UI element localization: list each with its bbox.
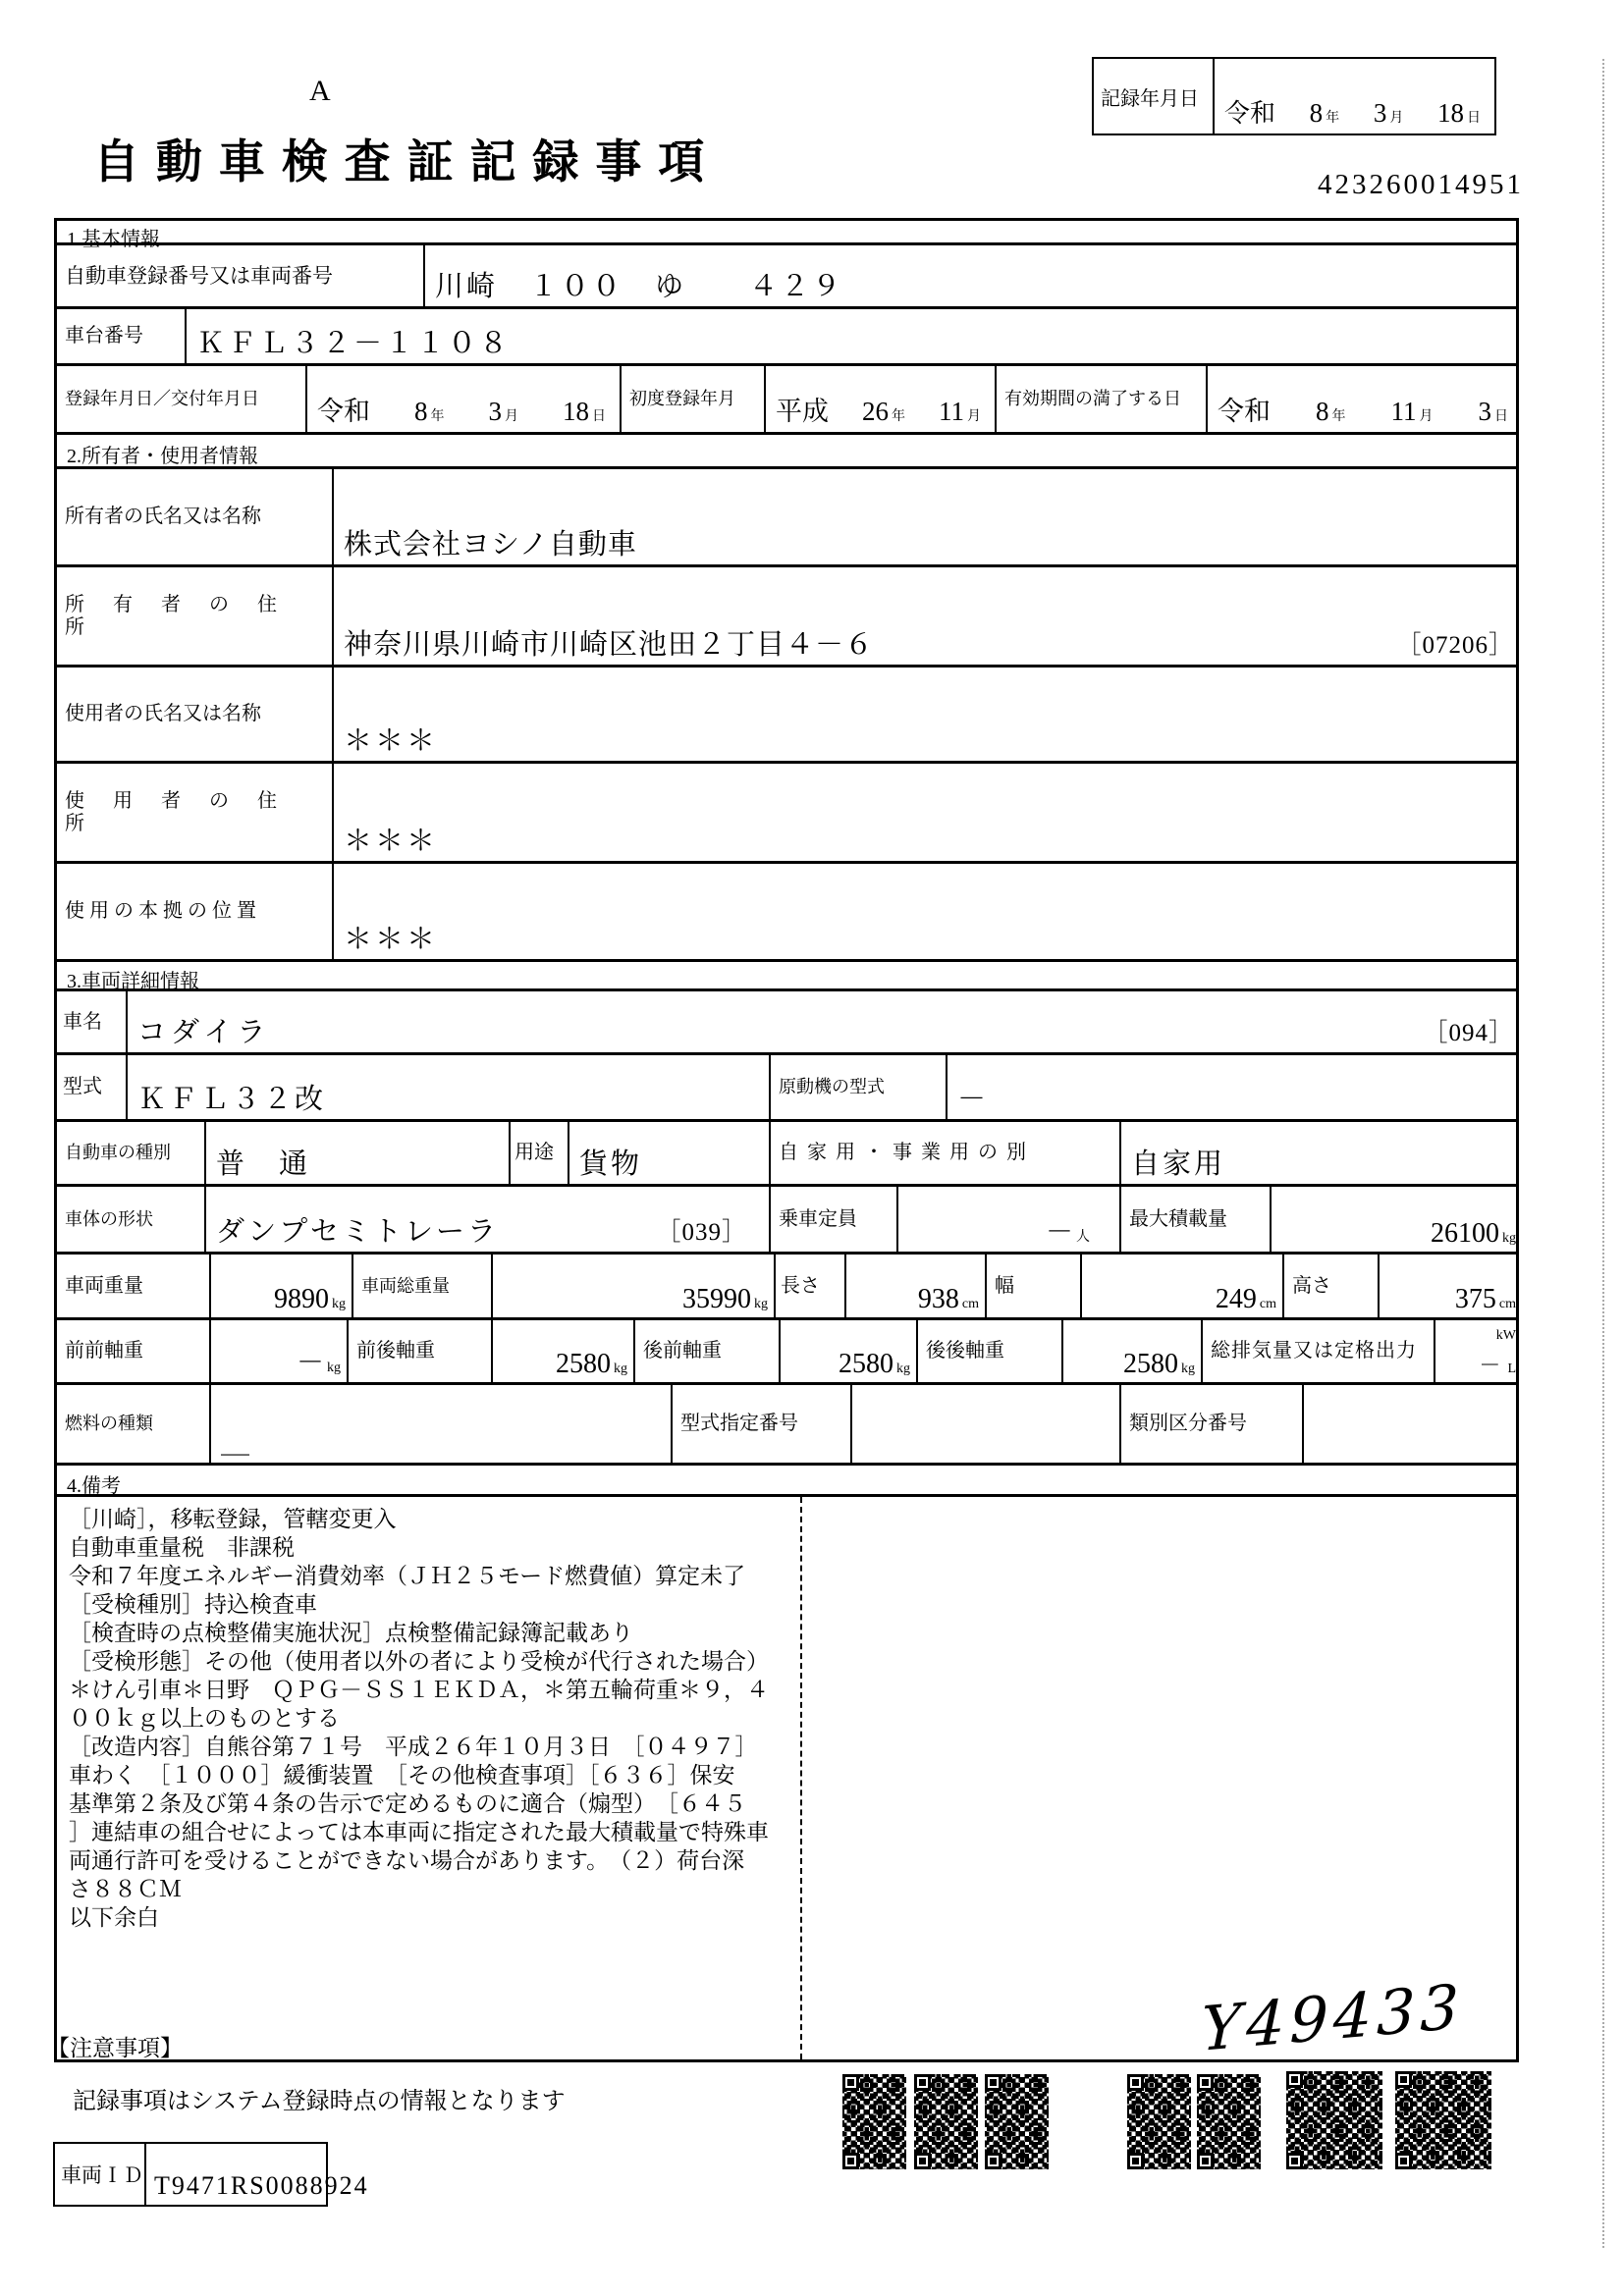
base-location-row xyxy=(57,864,1516,962)
use-label: 用途 xyxy=(509,1122,568,1184)
value-group xyxy=(563,397,606,427)
record-date-box xyxy=(1092,57,1496,135)
section-2-header: 2.所有者・使用者情報 xyxy=(57,435,1516,469)
reg-date-value xyxy=(305,366,620,432)
remarks-line: ００ｋｇ以上のものとする xyxy=(69,1706,340,1731)
remarks-line: 両通行許可を受けることができない場合があります。 （２）荷台深 xyxy=(69,1848,745,1873)
qr-code xyxy=(842,2074,906,2169)
base-location-value xyxy=(332,864,1522,959)
unit-kg: kg xyxy=(327,1361,341,1375)
remarks-line: ［川崎］，移転登録，管轄変更入 xyxy=(69,1507,397,1531)
era: 令和 xyxy=(1224,99,1276,128)
value-text: 普 通 xyxy=(216,1148,311,1180)
value-text: 自家用 xyxy=(1131,1148,1226,1180)
value-text: ＊＊＊ xyxy=(344,725,439,757)
model-label: 型式 xyxy=(63,1076,102,1097)
value-number: 249 xyxy=(1215,1284,1257,1314)
value-group xyxy=(1391,397,1434,427)
qr-finder xyxy=(914,2074,931,2091)
record-date-value xyxy=(1215,59,1494,133)
qr-finder xyxy=(842,2153,859,2169)
dates-row xyxy=(57,366,1516,435)
reg-number-label: 自動車登録番号又は車両番号 xyxy=(65,263,333,288)
qr-finder xyxy=(1127,2074,1144,2091)
qr-finder xyxy=(985,2074,1001,2091)
scan-artifact xyxy=(1602,59,1604,2248)
qr-finder xyxy=(1395,2071,1412,2088)
max-load-value xyxy=(1270,1187,1522,1252)
vehicle-id-value xyxy=(146,2144,369,2205)
axle-rf-label: 後前軸重 xyxy=(633,1320,779,1382)
first-reg-value xyxy=(764,366,995,432)
capacity-value xyxy=(896,1187,1119,1252)
value-text: コダイラ xyxy=(137,1017,271,1048)
chassis-value xyxy=(185,309,1522,363)
displacement-value xyxy=(1434,1320,1522,1382)
era: 平成 xyxy=(776,397,829,426)
unit-kw: kW xyxy=(1495,1328,1516,1343)
qr-finder xyxy=(1286,2153,1303,2169)
qr-finder xyxy=(1127,2153,1144,2169)
user-name-row xyxy=(57,667,1516,764)
category-label: 自動車の種別 xyxy=(65,1143,171,1163)
owner-address-row xyxy=(57,567,1516,667)
value-group xyxy=(1437,98,1481,129)
remarks-line: ［検査時の点検整備実施状況］点検整備記録簿記載あり xyxy=(69,1621,633,1645)
body-shape-value xyxy=(204,1187,769,1252)
qr-code xyxy=(985,2074,1049,2169)
capacity-label: 乗車定員 xyxy=(769,1187,896,1252)
value-group xyxy=(414,397,445,427)
section-1-header: 1.基本情報 xyxy=(57,221,1516,245)
address-code: ［07206］ xyxy=(1396,632,1514,659)
value-number: － xyxy=(296,1348,324,1378)
qr-finder xyxy=(914,2153,931,2169)
expiry-label: 有効期間の満了する日 xyxy=(995,366,1206,432)
unit-cm: cm xyxy=(1259,1297,1276,1311)
owner-address-label: 所 有 者 の 住 所 xyxy=(65,593,289,638)
unit-month: 月 xyxy=(1419,409,1434,424)
unit-day: 日 xyxy=(592,409,606,424)
axle-ff-label: 前前軸重 xyxy=(65,1340,143,1362)
unit-kg: kg xyxy=(332,1297,346,1311)
unit-month: 月 xyxy=(1389,111,1404,126)
unit-month: 月 xyxy=(505,409,518,424)
class-number-value xyxy=(1302,1385,1522,1463)
chassis-label: 車台番号 xyxy=(65,325,143,347)
height-label: 高さ xyxy=(1282,1255,1378,1317)
value-text: 川崎 １００ ゆ ４２９ xyxy=(435,271,844,302)
remarks-line: ［受検形態］その他（使用者以外の者により受検が代行された場合） xyxy=(69,1649,769,1674)
body-shape-code: ［039］ xyxy=(656,1219,747,1246)
private-business-value xyxy=(1119,1122,1522,1184)
axle-fr-label: 前後軸重 xyxy=(347,1320,491,1382)
fuel-value xyxy=(209,1385,671,1463)
first-reg-label: 初度登録年月 xyxy=(620,366,764,432)
user-name-value xyxy=(332,667,1522,761)
value-number: 35990 xyxy=(682,1284,751,1314)
category-row xyxy=(57,1122,1516,1187)
user-address-label: 使 用 者 の 住 所 xyxy=(65,789,289,834)
era: 令和 xyxy=(317,397,370,426)
value-number: 3 xyxy=(1478,397,1491,426)
qr-finder xyxy=(985,2153,1001,2169)
fuel-row xyxy=(57,1385,1516,1466)
unit-day: 日 xyxy=(1494,409,1508,424)
value-number: 3 xyxy=(488,397,502,426)
owner-address-value xyxy=(332,567,1522,665)
qr-code xyxy=(914,2074,978,2169)
owner-name-value xyxy=(332,469,1522,564)
unit-l: L xyxy=(1507,1361,1516,1376)
value-group xyxy=(489,397,519,427)
gross-weight-label: 車両総重量 xyxy=(352,1255,491,1317)
remarks-text xyxy=(69,1505,793,1932)
unit-cm: cm xyxy=(961,1297,979,1311)
owner-name-row xyxy=(57,469,1516,567)
handwritten-signature: Y49433 xyxy=(1200,1970,1465,2065)
width-label: 幅 xyxy=(985,1255,1080,1317)
value-number: 11 xyxy=(939,397,964,426)
user-address-row xyxy=(57,764,1516,864)
name-code: ［094］ xyxy=(1423,1020,1514,1046)
engine-model-label: 原動機の型式 xyxy=(769,1055,946,1119)
unit-year: 年 xyxy=(1326,111,1340,126)
value-number: － xyxy=(1479,1352,1501,1377)
expiry-value xyxy=(1206,366,1522,432)
category-value xyxy=(204,1122,509,1184)
value-text: ＿ xyxy=(221,1427,253,1459)
value-number: 938 xyxy=(917,1284,959,1314)
axle-ff-value xyxy=(209,1320,347,1382)
weights-dimensions-row xyxy=(57,1255,1516,1320)
unit-kg: kg xyxy=(1502,1231,1516,1246)
document-title: 自動車検査証記録事項 xyxy=(93,137,722,188)
value-text: 貨物 xyxy=(579,1148,643,1180)
remarks-line: 自動車重量税 非課税 xyxy=(69,1535,295,1560)
axle-fr-value xyxy=(491,1320,633,1382)
value-number: 8 xyxy=(1316,397,1329,426)
section-4-header: 4.備考 xyxy=(57,1466,1516,1497)
value-number: 26100 xyxy=(1431,1218,1499,1249)
class-number-label: 類別区分番号 xyxy=(1119,1385,1302,1463)
value-group xyxy=(939,397,981,427)
remarks-line: 以下余白 xyxy=(69,1905,159,1930)
unit-day: 日 xyxy=(1466,111,1481,126)
era: 令和 xyxy=(1218,397,1271,426)
type-designation-label: 型式指定番号 xyxy=(671,1385,850,1463)
value-number: 8 xyxy=(1309,98,1324,128)
notice-title: 【注意事項】 xyxy=(47,2036,183,2060)
qr-finder xyxy=(1286,2071,1303,2088)
value-group xyxy=(1374,98,1404,129)
value-text: ＫＦＬ３２－１１０８ xyxy=(196,328,512,359)
qr-code xyxy=(1286,2071,1382,2169)
value-number: 2580 xyxy=(556,1349,611,1379)
value-number: 2580 xyxy=(1123,1349,1178,1379)
length-value xyxy=(844,1255,985,1317)
displacement-label: 総排気量又は定格出力 xyxy=(1201,1320,1434,1382)
reg-number-value xyxy=(423,245,1522,306)
remarks-line: さ８８ＣＭ xyxy=(69,1877,182,1901)
section-3-header: 3.車両詳細情報 xyxy=(57,962,1516,991)
unit-kg: kg xyxy=(614,1362,627,1376)
qr-code xyxy=(1197,2074,1261,2169)
unit-person: 人 xyxy=(1076,1230,1090,1245)
notice-text: 記録事項はシステム登録時点の情報となります xyxy=(73,2089,566,2114)
vehicle-name-value xyxy=(126,991,1522,1052)
value-number: 2580 xyxy=(839,1349,893,1379)
height-value xyxy=(1378,1255,1522,1317)
value-text: ＊＊＊ xyxy=(344,826,439,857)
type-designation-value xyxy=(850,1385,1119,1463)
value-number: 3 xyxy=(1373,98,1387,128)
reg-date-label: 登録年月日／交付年月日 xyxy=(65,389,259,409)
qr-finder xyxy=(842,2074,859,2091)
unit-cm: cm xyxy=(1498,1297,1516,1311)
value-number: 18 xyxy=(1436,98,1464,128)
value-number: 26 xyxy=(862,397,889,426)
value-text: T9471RS0088924 xyxy=(154,2171,369,2200)
value-text: ダンプセミトレーラ xyxy=(216,1216,500,1248)
value-number: 11 xyxy=(1390,397,1417,426)
unit-year: 年 xyxy=(1331,409,1346,424)
unit-kg: kg xyxy=(1181,1362,1195,1376)
weight-value xyxy=(209,1255,352,1317)
value-text: － xyxy=(957,1084,990,1115)
body-shape-label: 車体の形状 xyxy=(65,1208,153,1229)
qr-code xyxy=(1395,2071,1491,2169)
value-number: 375 xyxy=(1454,1284,1496,1314)
user-name-label: 使用者の氏名又は名称 xyxy=(65,703,261,724)
use-value xyxy=(568,1122,769,1184)
base-location-label: 使用の本拠の位置 xyxy=(65,900,261,922)
width-value xyxy=(1080,1255,1282,1317)
vehicle-name-row xyxy=(57,991,1516,1055)
qr-finder xyxy=(1197,2153,1214,2169)
weight-label: 車両重量 xyxy=(65,1274,143,1297)
value-group xyxy=(1310,98,1340,129)
qr-finder xyxy=(1395,2153,1412,2169)
length-label: 長さ xyxy=(774,1255,844,1317)
user-address-value xyxy=(332,764,1522,861)
value-text: 株式会社ヨシノ自動車 xyxy=(344,529,637,561)
unit-month: 月 xyxy=(967,409,981,424)
max-load-label: 最大積載量 xyxy=(1119,1187,1270,1252)
document-number: 423260014951 xyxy=(1318,169,1524,200)
qr-code xyxy=(1127,2074,1191,2169)
value-number: 8 xyxy=(414,397,428,426)
value-text: 神奈川県川崎市川崎区池田２丁目４－６ xyxy=(344,629,875,661)
chassis-row xyxy=(57,309,1516,366)
gross-weight-value xyxy=(491,1255,774,1317)
owner-name-label: 所有者の氏名又は名称 xyxy=(65,506,261,527)
fuel-label: 燃料の種類 xyxy=(65,1414,153,1434)
value-number: 18 xyxy=(563,397,589,426)
remarks-line: 車わく ［１０００］緩衝装置 ［その他検査事項］［６３６］保安 xyxy=(69,1763,735,1788)
model-row xyxy=(57,1055,1516,1122)
remarks-line: ］連結車の組合せによっては本車両に指定された最大積載量で特殊車 xyxy=(69,1820,769,1844)
main-table xyxy=(54,218,1519,2065)
unit-year: 年 xyxy=(892,409,905,424)
unit-kg: kg xyxy=(754,1297,768,1311)
remarks-line: ＊けん引車＊日野 ＱＰＧ－ＳＳ１ＥＫＤＡ，＊第五輪荷重＊９，４ xyxy=(69,1678,769,1702)
value-text: ＫＦＬ３２改 xyxy=(137,1084,327,1115)
remarks-line: ［改造内容］自熊谷第７１号 平成２６年１０月３日 ［０４９７］ xyxy=(69,1735,758,1759)
value-number: － xyxy=(1045,1217,1073,1248)
value-group xyxy=(1479,397,1509,427)
unit-year: 年 xyxy=(430,409,445,424)
engine-model-value xyxy=(946,1055,1522,1119)
axle-rr-label: 後後軸重 xyxy=(916,1320,1061,1382)
axle-rf-value xyxy=(779,1320,916,1382)
axle-weights-row xyxy=(57,1320,1516,1385)
axle-rr-value xyxy=(1061,1320,1201,1382)
record-date-label: 記録年月日 xyxy=(1094,59,1215,133)
vehicle-id-box xyxy=(53,2142,369,2207)
remarks-line: ［受検種別］持込検査車 xyxy=(69,1592,317,1617)
remarks-box xyxy=(57,1497,1516,2065)
vehicle-id-label: 車両ＩＤ xyxy=(55,2144,146,2205)
qr-finder xyxy=(1197,2074,1214,2091)
model-value xyxy=(126,1055,769,1119)
private-business-label: 自 家 用 ・ 事 業 用 の 別 xyxy=(769,1122,1119,1184)
remarks-line: 基準第２条及び第４条の告示で定めるものに適合（煽型） ［６４５ xyxy=(69,1791,746,1816)
reg-number-row xyxy=(57,245,1516,309)
page-marker: A xyxy=(309,75,331,107)
value-text: ＊＊＊ xyxy=(344,924,439,955)
value-group xyxy=(862,397,905,427)
value-group xyxy=(1316,397,1346,427)
body-shape-row xyxy=(57,1187,1516,1255)
vehicle-name-label: 車名 xyxy=(63,1010,102,1033)
unit-kg: kg xyxy=(896,1362,910,1376)
remarks-line: 令和７年度エネルギー消費効率（ＪＨ２５モード燃費値）算定未了 xyxy=(69,1564,746,1588)
value-number: 9890 xyxy=(274,1284,329,1314)
remarks-divider xyxy=(800,1497,802,2059)
